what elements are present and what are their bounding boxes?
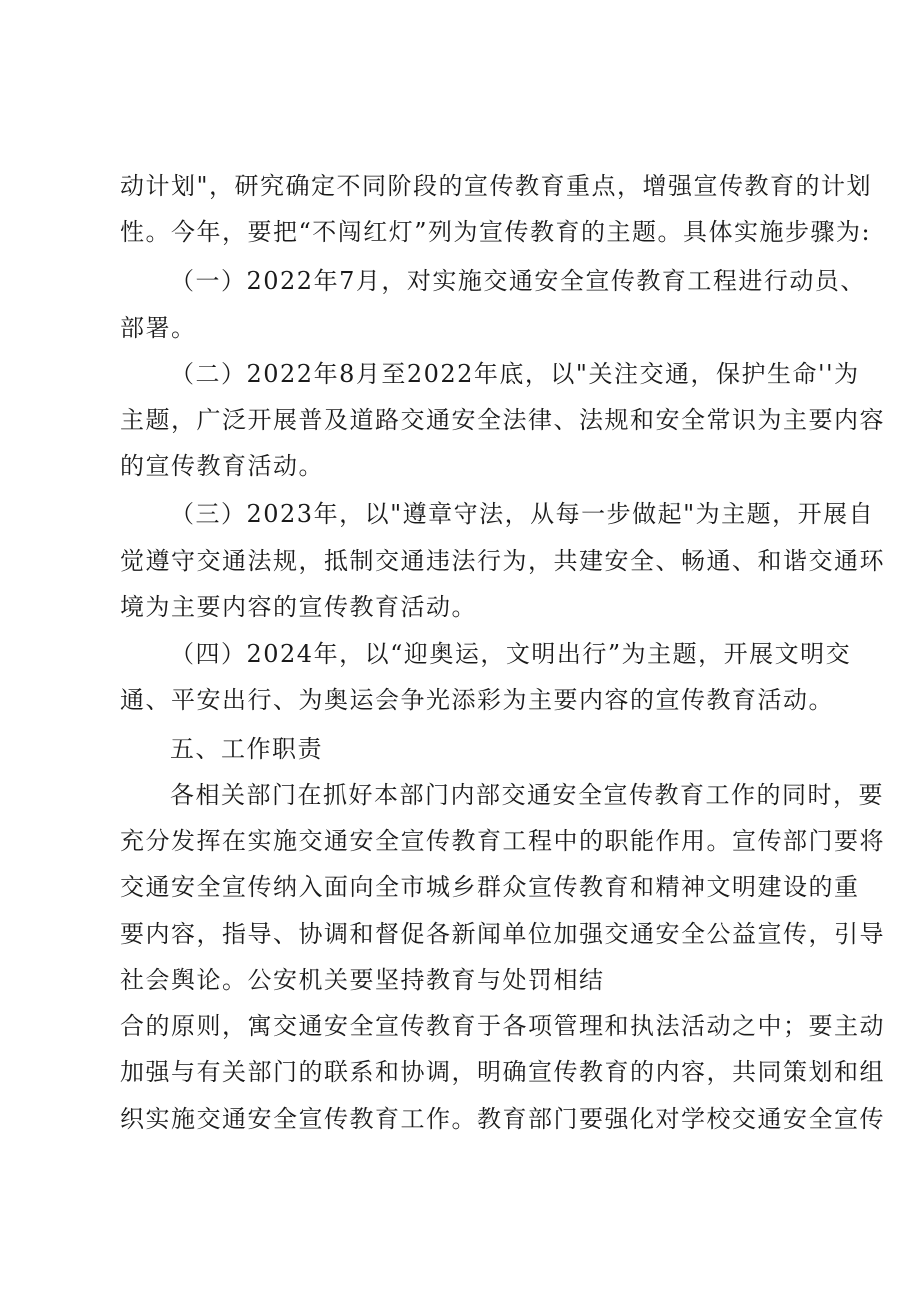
text-line: 境为主要内容的宣传教育活动。 — [120, 593, 477, 621]
text-line: 动计划"，研究确定不同阶段的宣传教育重点，增强宣传教育的计划 — [120, 172, 873, 200]
text-line: （二）2022年8月至2022年底，以"关注交通，保护生命''为 — [170, 360, 860, 388]
text-line: 充分发挥在实施交通安全宣传教育工程中的职能作用。宣传部门要将 — [120, 827, 885, 855]
text-line: 要内容，指导、协调和督促各新闻单位加强交通安全公益宣传，引导 — [120, 920, 885, 948]
text-line: 通、平安出行、为奥运会争光添彩为主要内容的宣传教育活动。 — [120, 686, 834, 714]
text-line: 性。今年，要把“不闯红灯”列为宣传教育的主题。具体实施步骤为: — [120, 218, 872, 246]
text-line: （三）2023年，以"遵章守法，从每一步做起"为主题，开展自 — [170, 500, 875, 528]
text-line: 觉遵守交通法规，抵制交通违法行为，共建安全、畅通、和谐交通环 — [120, 547, 885, 575]
text-line: 织实施交通安全宣传教育工作。教育部门要强化对学校交通安全宣传 — [120, 1105, 885, 1133]
text-line: 各相关部门在抓好本部门内部交通安全宣传教育工作的同时，要 — [170, 781, 884, 809]
text-line: （四）2024年，以“迎奥运，文明出行”为主题，开展文明交 — [170, 640, 852, 668]
text-line: 主题，广泛开展普及道路交通安全法律、法规和安全常识为主要内容 — [120, 406, 885, 434]
text-line: 加强与有关部门的联系和协调，明确宣传教育的内容，共同策划和组 — [120, 1058, 885, 1086]
text-line: （一）2022年7月，对实施交通安全宣传教育工程进行动员、 — [170, 267, 866, 295]
section-heading: 五、工作职责 — [170, 735, 323, 763]
text-line: 交通安全宣传纳入面向全市城乡群众宣传教育和精神文明建设的重 — [120, 873, 860, 901]
text-line: 社会舆论。公安机关要坚持教育与处罚相结 — [120, 966, 605, 994]
text-line: 部署。 — [120, 314, 197, 342]
text-line: 的宣传教育活动。 — [120, 452, 324, 480]
text-line: 合的原则，寓交通安全宣传教育于各项管理和执法活动之中；要主动 — [120, 1012, 885, 1040]
